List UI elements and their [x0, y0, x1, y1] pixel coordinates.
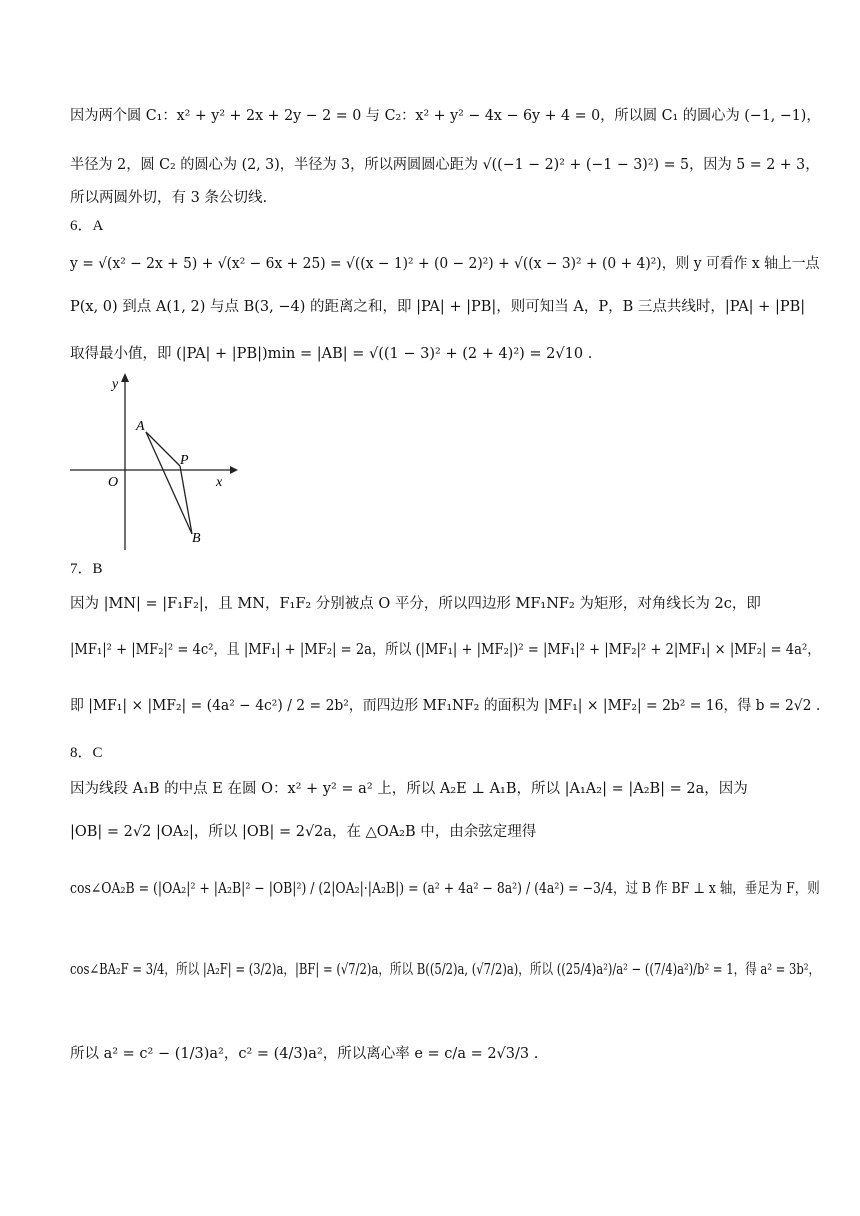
x-axis-label: x	[216, 475, 223, 490]
solution-5-line-3: 所以两圆外切，有 3 条公切线.	[70, 190, 268, 206]
question-7-header: 7．B	[70, 561, 103, 577]
solution-7-line-3: 即 |MF₁| × |MF₂| = (4a² − 4c²) / 2 = 2b²，而四边形 MF₁NF₂ 的面积为 |MF₁| × |MF₂| = 2b² = 16，得 b = 2√2 .	[70, 698, 821, 714]
solution-8-line-5: 所以 a² = c² − (1/3)a²，c² = (4/3)a²，所以离心率 e = c/a = 2√3/3 .	[70, 1046, 539, 1062]
point-b-label: B	[192, 531, 201, 546]
solution-5-line-2: 半径为 2，圆 C₂ 的圆心为 (2, 3)，半径为 3，所以两圆圆心距为 √((−1 − 2)² + (−1 − 3)²) = 5，因为 5 = 2 + 3，	[70, 157, 820, 173]
solution-6-line-2: P(x, 0) 到点 A(1, 2) 与点 B(3, −4) 的距离之和，即 |PA| + |PB|，则可知当 A，P，B 三点共线时，|PA| + |PB|	[70, 299, 806, 315]
point-p-label: P	[180, 453, 189, 468]
segment-ab	[146, 432, 192, 534]
solution-8-line-2: |OB| = 2√2 |OA₂|，所以 |OB| = 2√2a，在 △OA₂B 中，由余弦定理得	[70, 824, 537, 840]
segment-pb	[180, 466, 192, 534]
solution-6-line-3: 取得最小值，即 (|PA| + |PB|)min = |AB| = √((1 − 3)² + (2 + 4)²) = 2√10 .	[70, 346, 593, 362]
y-axis-label: y	[112, 377, 119, 392]
segment-ap	[146, 432, 180, 466]
solution-8-line-3: cos∠OA₂B = (|OA₂|² + |A₂B|² − |OB|²) / (2|OA₂|·|A₂B|) = (a² + 4a² − 8a²) / (4a²) = −3/4，过 B 作 BF ⊥ x 轴，垂足为 F，则	[70, 881, 820, 897]
point-a-label: A	[136, 419, 145, 434]
solution-7-line-2: |MF₁|² + |MF₂|² = 4c²，且 |MF₁| + |MF₂| = 2a，所以 (|MF₁| + |MF₂|)² = |MF₁|² + |MF₂|² + 2|MF₁| × |MF₂| = 4a²，	[70, 642, 821, 658]
solution-8-line-4: cos∠BA₂F = 3/4，所以 |A₂F| = (3/2)a，|BF| = (√7/2)a，所以 B((5/2)a, (√7/2)a)，所以 ((25/4)a²)/a² − ((7/4)a²)/b² = 1，得 a² = 3b²，	[70, 962, 821, 978]
solution-8-line-1: 因为线段 A₁B 的中点 E 在圆 O：x² + y² = a² 上，所以 A₂E ⊥ A₁B，所以 |A₁A₂| = |A₂B| = 2a，因为	[70, 781, 748, 797]
coordinate-figure	[70, 370, 240, 555]
question-8-header: 8．C	[70, 745, 103, 761]
solution-6-line-1: y = √(x² − 2x + 5) + √(x² − 6x + 25) = √((x − 1)² + (0 − 2)²) + √((x − 3)² + (0 + 4)²)，则 y 可看作 x 轴上一点	[70, 256, 820, 272]
x-axis-arrow	[230, 466, 238, 474]
solution-7-line-1: 因为 |MN| = |F₁F₂|，且 MN，F₁F₂ 分别被点 O 平分，所以四边形 MF₁NF₂ 为矩形，对角线长为 2c，即	[70, 596, 761, 612]
origin-label: O	[108, 475, 119, 490]
solution-5-line-1: 因为两个圆 C₁：x² + y² + 2x + 2y − 2 = 0 与 C₂：x² + y² − 4x − 6y + 4 = 0，所以圆 C₁ 的圆心为 (−1, −1)，	[70, 108, 821, 124]
y-axis-arrow	[121, 373, 129, 382]
question-6-header: 6．A	[70, 218, 104, 234]
